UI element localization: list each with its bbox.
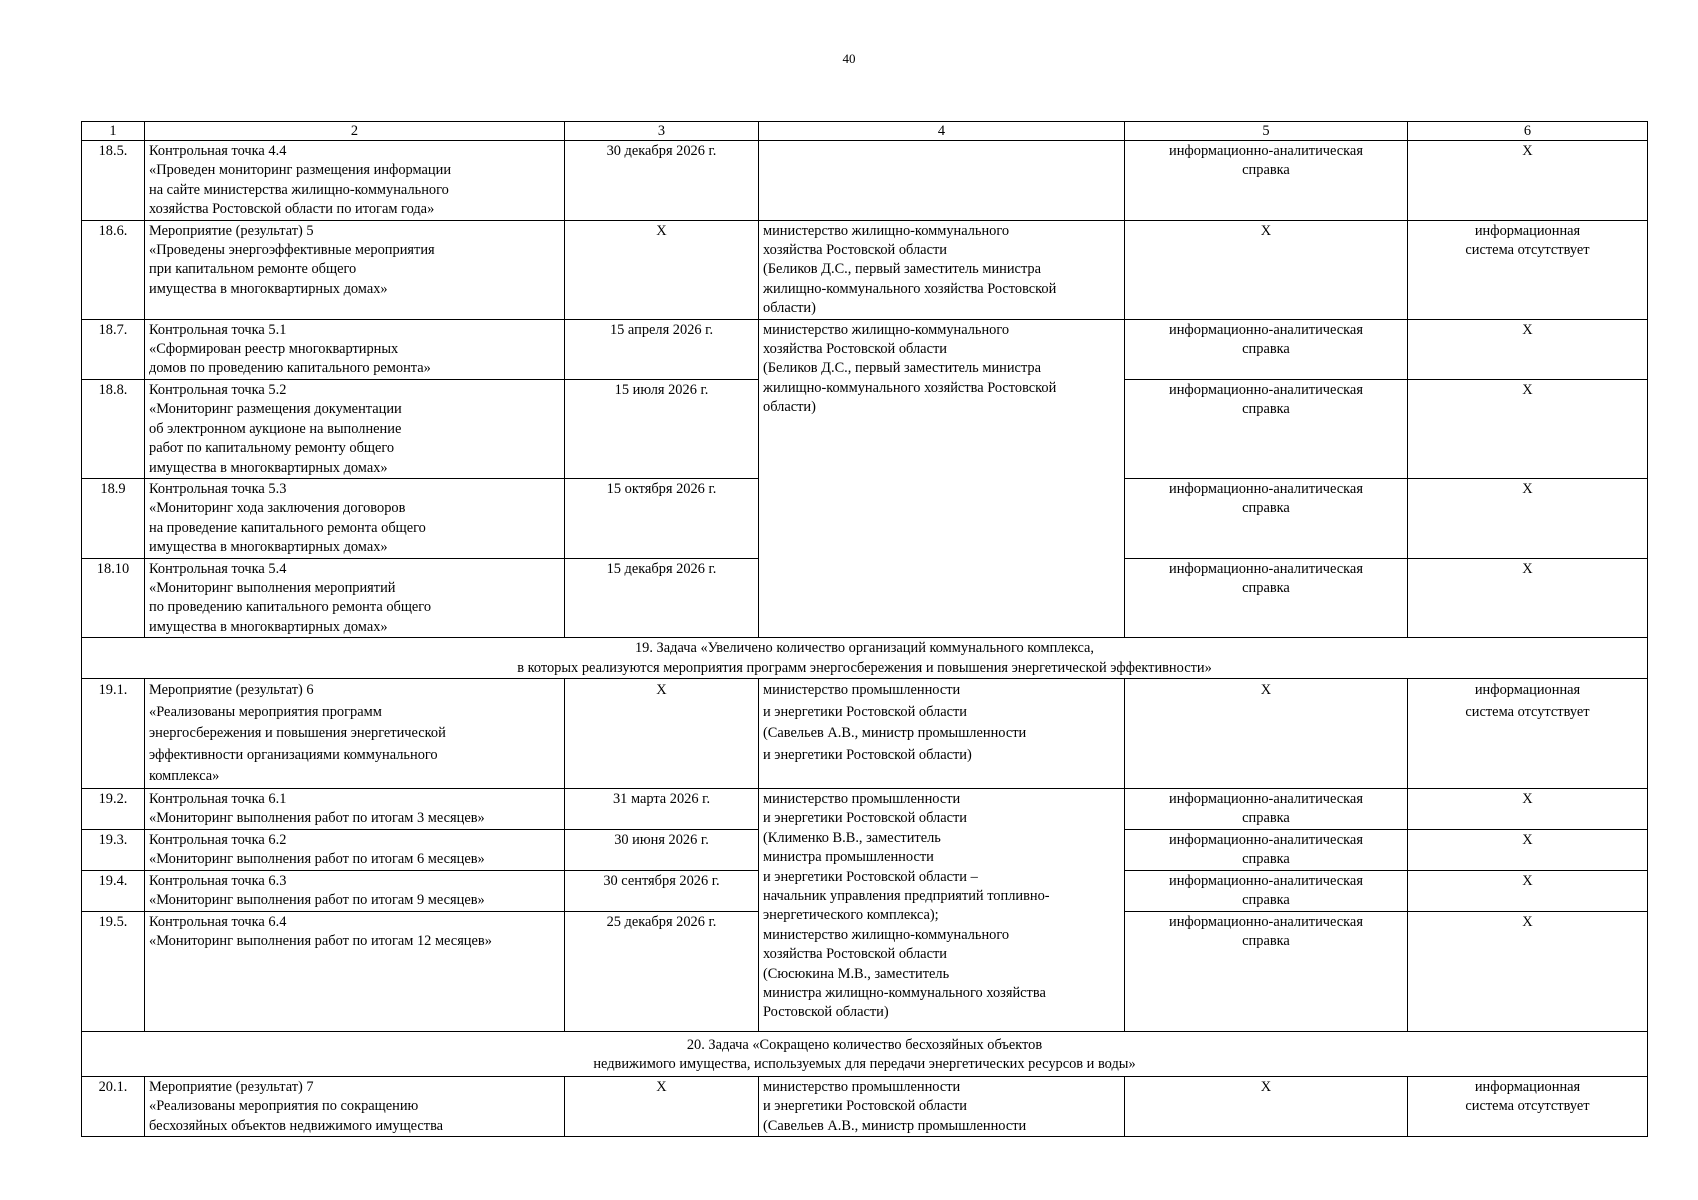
document-type: информационно-аналитическая справка [1125, 478, 1408, 558]
task-heading-row [82, 638, 1648, 679]
item-title: Контрольная точка 5.3 «Мониторинг хода заключения договоров на проведение капитального ремонта общего имущества в многоквартирных домах» [145, 478, 565, 558]
table-row [82, 141, 1648, 221]
table-row [82, 319, 1648, 379]
column-number: 2 [145, 122, 565, 141]
due-date: 15 июля 2026 г. [565, 379, 759, 478]
due-date: 15 декабря 2026 г. [565, 558, 759, 638]
row-number: 18.10 [82, 558, 145, 638]
item-title: Мероприятие (результат) 5 «Проведены энергоэффективные мероприятия при капитальном ремонте общего имущества в многоквартирных домах» [145, 220, 565, 319]
plan-table [81, 121, 1648, 1137]
item-title: Контрольная точка 4.4 «Проведен мониторинг размещения информации на сайте министерства жилищно-коммунального хозяйства Ростовской области по итогам года» [145, 141, 565, 221]
table-row [82, 788, 1648, 829]
info-system: X [1408, 911, 1648, 1031]
info-system: X [1408, 478, 1648, 558]
document-type: информационно-аналитическая справка [1125, 558, 1408, 638]
item-title: Контрольная точка 5.4 «Мониторинг выполнения мероприятий по проведению капитального ремонта общего имущества в многоквартирных домах» [145, 558, 565, 638]
info-system: X [1408, 379, 1648, 478]
row-number: 19.4. [82, 870, 145, 911]
due-date: 25 декабря 2026 г. [565, 911, 759, 1031]
document-type: информационно-аналитическая справка [1125, 829, 1408, 870]
responsible: министерство жилищно-коммунального хозяйства Ростовской области (Беликов Д.С., первый заместитель министра жилищно-коммунального хозяйства Ростовской области) [759, 319, 1125, 638]
due-date: X [565, 1076, 759, 1136]
row-number: 18.8. [82, 379, 145, 478]
info-system: X [1408, 870, 1648, 911]
column-number: 3 [565, 122, 759, 141]
info-system: информационная система отсутствует [1408, 220, 1648, 319]
document-type: X [1125, 678, 1408, 788]
task-heading: 20. Задача «Сокращено количество бесхозяйных объектов недвижимого имущества, используемых для передачи энергетических ресурсов и воды» [82, 1031, 1648, 1076]
info-system: X [1408, 788, 1648, 829]
document-type: информационно-аналитическая справка [1125, 319, 1408, 379]
item-title: Мероприятие (результат) 7 «Реализованы мероприятия по сокращению бесхозяйных объектов недвижимого имущества [145, 1076, 565, 1136]
document-type: информационно-аналитическая справка [1125, 911, 1408, 1031]
document-type: информационно-аналитическая справка [1125, 141, 1408, 221]
info-system: X [1408, 319, 1648, 379]
item-title: Мероприятие (результат) 6 «Реализованы мероприятия программ энергосбережения и повышения энергетической эффективности организациями коммунального комплекса» [145, 678, 565, 788]
table-row [82, 220, 1648, 319]
task-heading-row [82, 1031, 1648, 1076]
row-number: 18.9 [82, 478, 145, 558]
due-date: 31 марта 2026 г. [565, 788, 759, 829]
document-type: X [1125, 220, 1408, 319]
row-number: 20.1. [82, 1076, 145, 1136]
table-row [82, 678, 1648, 788]
row-number: 18.5. [82, 141, 145, 221]
document-type: X [1125, 1076, 1408, 1136]
info-system: X [1408, 829, 1648, 870]
table-row [82, 1076, 1648, 1136]
item-title: Контрольная точка 6.2 «Мониторинг выполнения работ по итогам 6 месяцев» [145, 829, 565, 870]
item-title: Контрольная точка 5.2 «Мониторинг размещения документации об электронном аукционе на выполнение работ по капитальному ремонту общего имущества в многоквартирных домах» [145, 379, 565, 478]
row-number: 19.3. [82, 829, 145, 870]
info-system: X [1408, 141, 1648, 221]
item-title: Контрольная точка 6.4 «Мониторинг выполнения работ по итогам 12 месяцев» [145, 911, 565, 1031]
responsible: министерство жилищно-коммунального хозяйства Ростовской области (Беликов Д.С., первый заместитель министра жилищно-коммунального хозяйства Ростовской области) [759, 220, 1125, 319]
page-number: 40 [842, 51, 856, 66]
item-title: Контрольная точка 6.3 «Мониторинг выполнения работ по итогам 9 месяцев» [145, 870, 565, 911]
column-number: 1 [82, 122, 145, 141]
info-system: информационная система отсутствует [1408, 678, 1648, 788]
item-title: Контрольная точка 6.1 «Мониторинг выполнения работ по итогам 3 месяцев» [145, 788, 565, 829]
task-heading: 19. Задача «Увеличено количество организаций коммунального комплекса, в которых реализуются мероприятия программ энергосбережения и повышения энергетической эффективности» [82, 638, 1648, 679]
due-date: X [565, 678, 759, 788]
responsible: министерство промышленности и энергетики Ростовской области (Савельев А.В., министр промышленности [759, 1076, 1125, 1136]
row-number: 18.7. [82, 319, 145, 379]
column-number: 6 [1408, 122, 1648, 141]
document-type: информационно-аналитическая справка [1125, 870, 1408, 911]
responsible [759, 141, 1125, 221]
due-date: 15 октября 2026 г. [565, 478, 759, 558]
due-date: X [565, 220, 759, 319]
row-number: 18.6. [82, 220, 145, 319]
row-number: 19.2. [82, 788, 145, 829]
due-date: 30 сентября 2026 г. [565, 870, 759, 911]
column-number: 5 [1125, 122, 1408, 141]
column-number-row [82, 122, 1648, 141]
due-date: 30 июня 2026 г. [565, 829, 759, 870]
item-title: Контрольная точка 5.1 «Сформирован реестр многоквартирных домов по проведению капитального ремонта» [145, 319, 565, 379]
info-system: X [1408, 558, 1648, 638]
due-date: 30 декабря 2026 г. [565, 141, 759, 221]
info-system: информационная система отсутствует [1408, 1076, 1648, 1136]
document-type: информационно-аналитическая справка [1125, 379, 1408, 478]
due-date: 15 апреля 2026 г. [565, 319, 759, 379]
row-number: 19.1. [82, 678, 145, 788]
responsible: министерство промышленности и энергетики Ростовской области (Клименко В.В., заместитель министра промышленности и энергетики Ростовской области – начальник управления предприятий топливно- энергетического комплекса); министерство жилищно-коммунального хозяйства Ростовской области (Сюсюкина М.В., заместитель министра жилищно-коммунального хозяйства Ростовской области) [759, 788, 1125, 1031]
row-number: 19.5. [82, 911, 145, 1031]
responsible: министерство промышленности и энергетики Ростовской области (Савельев А.В., министр промышленности и энергетики Ростовской области) [759, 678, 1125, 788]
column-number: 4 [759, 122, 1125, 141]
document-type: информационно-аналитическая справка [1125, 788, 1408, 829]
